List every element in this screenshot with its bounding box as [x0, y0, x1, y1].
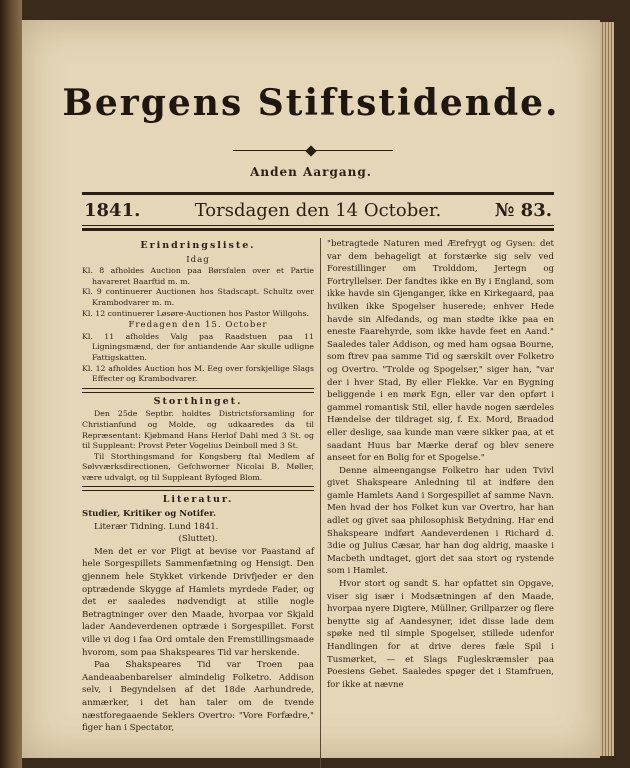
reminder-item: Kl. 12 continuerer Løsøre-Auctionen hos Pastor Willgohs.: [82, 308, 309, 318]
issue-number: № 83.: [494, 200, 552, 221]
reminder-item: Kl. 12 afholdes Auction hos M. Eeg over forskjellige Slags Effecter og Krambodvarer.: [82, 363, 314, 384]
article-paragraph: Hvor stort og sandt S. har opfattet sin Opgave, viser sig især i Modsætningen af den Maade, hvorpaa nyere Digtere, Müllner, Grillparzer og flere benytte sig af Aandesyner, idet disse lade dem spøke ned til simple Spogelser, stillede udenfor Handlingen for at drive deres fæle Spil i Tusmørket, — et Slags Fugleskræmsler paa Poesiens Gebet. Saaledes spøger det i Stamfruen, for ikke at nævne: [327, 579, 554, 690]
right-column: [327, 238, 554, 691]
section-divider: [82, 486, 314, 491]
top-rule: [82, 192, 554, 195]
dateline: [82, 200, 554, 224]
reminder-item: Kl. 9 continuerer Auctionen hos Stadscapt. Schultz over Krambodvarer m. m.: [82, 287, 314, 307]
issue-year: 1841.: [84, 200, 141, 221]
masthead-subtitle: Anden Aargang.: [250, 165, 372, 179]
storthing-paragraph: Den 25de Septbr. holdtes Districtsforsamling for Christianfund og Molde, og udkaaredes da til Repræsentant: Kjøbmand Hans Herlof Dahl med 3 St. og til Suppleant: Provst Peter Vogelius Deinboll med 3 St.: [82, 409, 314, 451]
ornament-divider: [233, 147, 393, 155]
storthing-heading: Storthinget.: [153, 395, 243, 407]
column-divider: [320, 238, 321, 768]
reminder-item: Kl. 8 afholdes Auction paa Børsfalen over et Partie havareret Baarftid m. m.: [82, 266, 314, 286]
article-title: Studier, Kritiker og Notifer.: [82, 509, 216, 520]
reminder-friday-label: Fredagen den 15. October: [128, 320, 268, 331]
dateline-rule-thick: [82, 228, 554, 231]
page-stack-edge: [600, 22, 614, 756]
article-paragraph: "betragtede Naturen med Ærefrygt og Gysen: det var dem behageligt at forstærke sig selv ved Forestillinger om Trolddom, Jertegn og Fortryllelser. Der fandtes ikke en By i England, som ikke havde sin Gjenganger, ikke en Kirkegaard, paa hvilken ikke Spogelser huserede; enhver Hede havde sin Alfedands, og man stødte ikke paa en eneste Faarehyrde, som ikke havde feet en Aand." Saaledes taler Addison, og med ham ogsaa Bourne, som ftrev paa samme Tid og særskilt over Folketro og Overtro. "Trolde og Spogelser," siger han, "var der i hver Stad, By eller Flekke. Var en Bygning beliggende i en mørk Egn, eller var den opført i gammel romantisk Stil, eller havde nogen særdeles Hændelse der tildraget sig, f. Ex. Mord, Braadod eller deslige, saa kunde man være sikker paa, at et saadant Huus bar Mærke deraf og blev senere anseet for en Bolig for et Spogelse.": [327, 239, 554, 464]
article-source: Literær Tidning. Lund 1841.: [94, 521, 219, 532]
newspaper-page: [22, 20, 600, 758]
issue-date: Torsdagen den 14 October.: [194, 200, 442, 221]
reminder-today-label: Idag: [186, 254, 210, 265]
masthead-title: Bergens Stiftstidende.: [62, 82, 560, 124]
left-column: [82, 238, 314, 735]
article-continued-note: (Sluttet).: [178, 534, 218, 545]
dateline-rule-thin: [82, 225, 554, 226]
storthing-paragraph: Til Storthingsmand for Kongsberg ftal Medlem af Sølvværksdirectionen, Gefchworner Nicolai B. Møller, være udvalgt, og til Suppleant Byfoged Blom.: [82, 451, 314, 482]
book-binding: [0, 0, 22, 768]
article-paragraph: Denne almeengangse Folketro har uden Tvivl givet Shakspeare Anledning til at indføre den gamle Hamlets Aand i Sorgespillet af samme Navn. Men hvad der hos Folket kun var Overtro, har han adlet og givet saa philosophisk Betydning. Har end Shakspeare indført Aandeverdenen i Richard d. 3die og Julius Cæsar, har han dog aldrig, maaske i Macbeth undtaget, gjort det saa stort og rystende som i Hamlet.: [327, 465, 554, 577]
section-divider: [82, 388, 314, 393]
article-paragraph: Men det er vor Pligt at bevise vor Paastand af hele Sorgespillets Sammenfætning og Hensigt. Den gjennem hele Stykket virkende Drivfjeder er den optrædende Skygge af Hamlets myrdede Fader, og det er saaledes nødvendigt at stille nogle Betragtninger over den Maade, hvorpaa vor Skjald lader Aandeverdenen optræde i Sorgespillet. Forst ville vi dog i faa Ord omtale den Fremstillingsmaade hvorom, som paa Shakspeares Tid var herskende.: [82, 546, 314, 658]
article-paragraph: Paa Shakspeares Tid var Troen paa Aandeaabenbarelser almindelig Folketro. Addison selv, i Begyndelsen af det 18de Aarhundrede, anmærker, i det han taler om de tvende næstforegaaende Seklers Overtro: "Vore Forfædre," figer han i Spectator,: [82, 660, 314, 734]
reminder-heading: Erindringsliste.: [140, 240, 256, 251]
reminder-item: Kl. 11 afholdes Valg paa Raadstuen paa 11 Ligningsmænd, der for antiandende Aar skulle udligne Fattigskatten.: [82, 331, 314, 362]
literature-heading: Literatur.: [162, 494, 234, 506]
